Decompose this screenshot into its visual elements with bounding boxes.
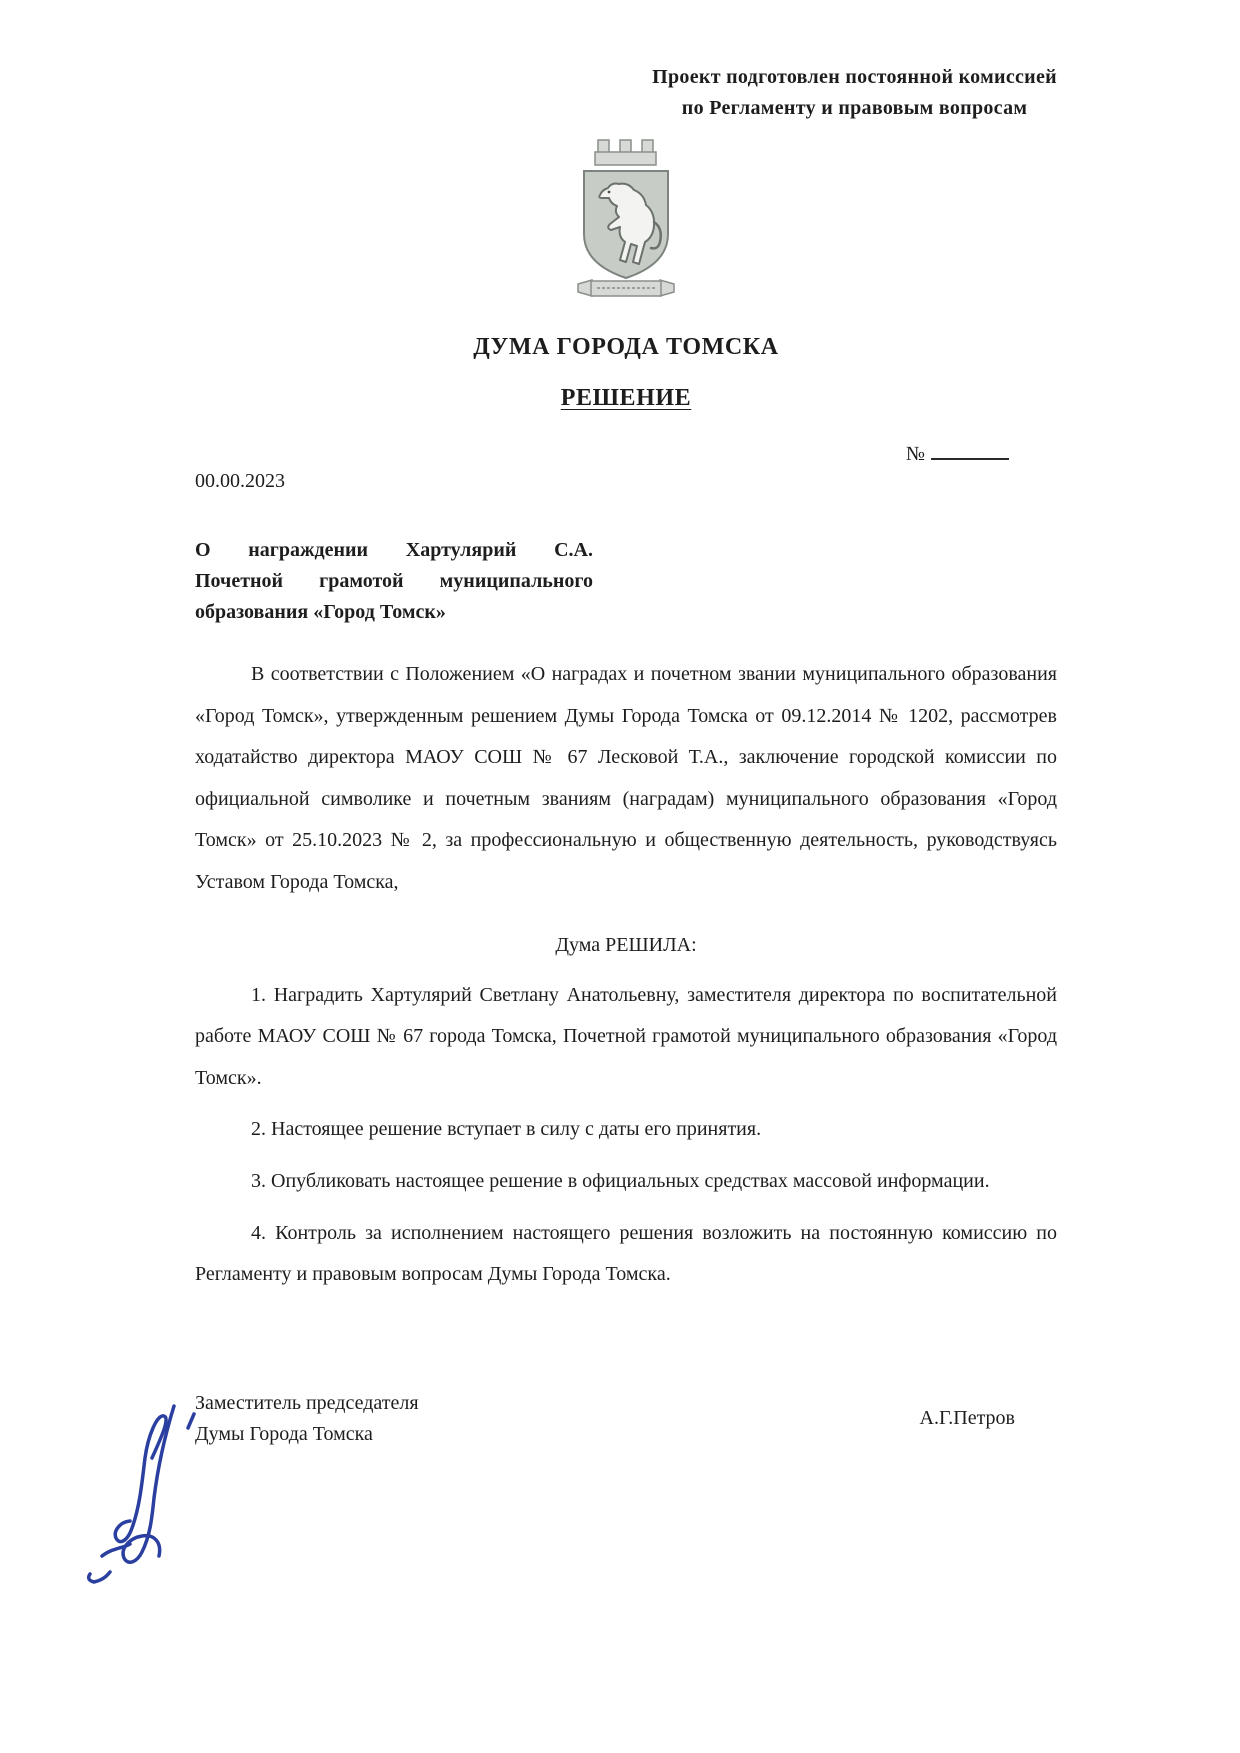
preparation-note-line1: Проект подготовлен постоянной комиссией [652, 66, 1057, 88]
document-type-title: РЕШЕНИЕ [560, 385, 692, 411]
subject-block [195, 535, 593, 628]
resolution-heading: Дума РЕШИЛА: [555, 933, 697, 956]
signature-block [195, 1388, 1057, 1450]
number-blank [931, 440, 1009, 460]
resolution-item-4: 4. Контроль за исполнением настоящего решения возложить на постоянную комиссию по Регламенту и правовым вопросам Думы Города Томска. [195, 1221, 1057, 1286]
tomsk-coat-of-arms [195, 138, 1057, 308]
number-label: № [905, 443, 925, 465]
handwritten-signature-icon [82, 1388, 252, 1588]
resolution-item-1: 1. Наградить Хартулярий Светлану Анатольевну, заместителя директора по воспитательной работе МАОУ СОШ № 67 города Томска, Почетной грамотой муниципального образования «Город Томск». [195, 983, 1057, 1089]
subject-line3: образования «Город Томск» [195, 601, 446, 623]
organization-title: ДУМА ГОРОДА ТОМСКА [473, 334, 779, 360]
preparation-note [652, 62, 1057, 124]
signatory-position-line1: Заместитель председателя [195, 1391, 419, 1414]
resolution-item-3: 3. Опубликовать настоящее решение в официальных средствах массовой информации. [251, 1169, 990, 1192]
document-number-row [195, 440, 1057, 466]
subject-line2: Почетной грамотой муниципального [195, 570, 593, 592]
handwritten-signature [82, 1388, 252, 1593]
document-date: 00.00.2023 [195, 470, 285, 492]
resolution-item-2: 2. Настоящее решение вступает в силу с даты его принятия. [251, 1118, 762, 1141]
preparation-note-line2: по Регламенту и правовым вопросам [681, 97, 1028, 119]
signatory-name: А.Г.Петров [919, 1407, 1015, 1430]
subject-line1: О награждении Хартулярий С.А. [195, 539, 593, 561]
coat-of-arms-icon [564, 138, 688, 306]
signatory-position-line2: Думы Города Томска [195, 1422, 373, 1445]
intro-paragraph: В соответствии с Положением «О наградах и почетном звании муниципального образования «Город Томск», утвержденным решением Думы Города Томска от 09.12.2014 № 1202, рассмотрев ходатайство директора МАОУ СОШ № 67 Лесковой Т.А., заключение городской комиссии по официальной символике и почетным званиям (наградам) муниципального образования «Город Томск» от 25.10.2023 № 2, за профессиональную и общественную деятельность, руководствуясь Уставом Города Томска, [195, 663, 1057, 893]
